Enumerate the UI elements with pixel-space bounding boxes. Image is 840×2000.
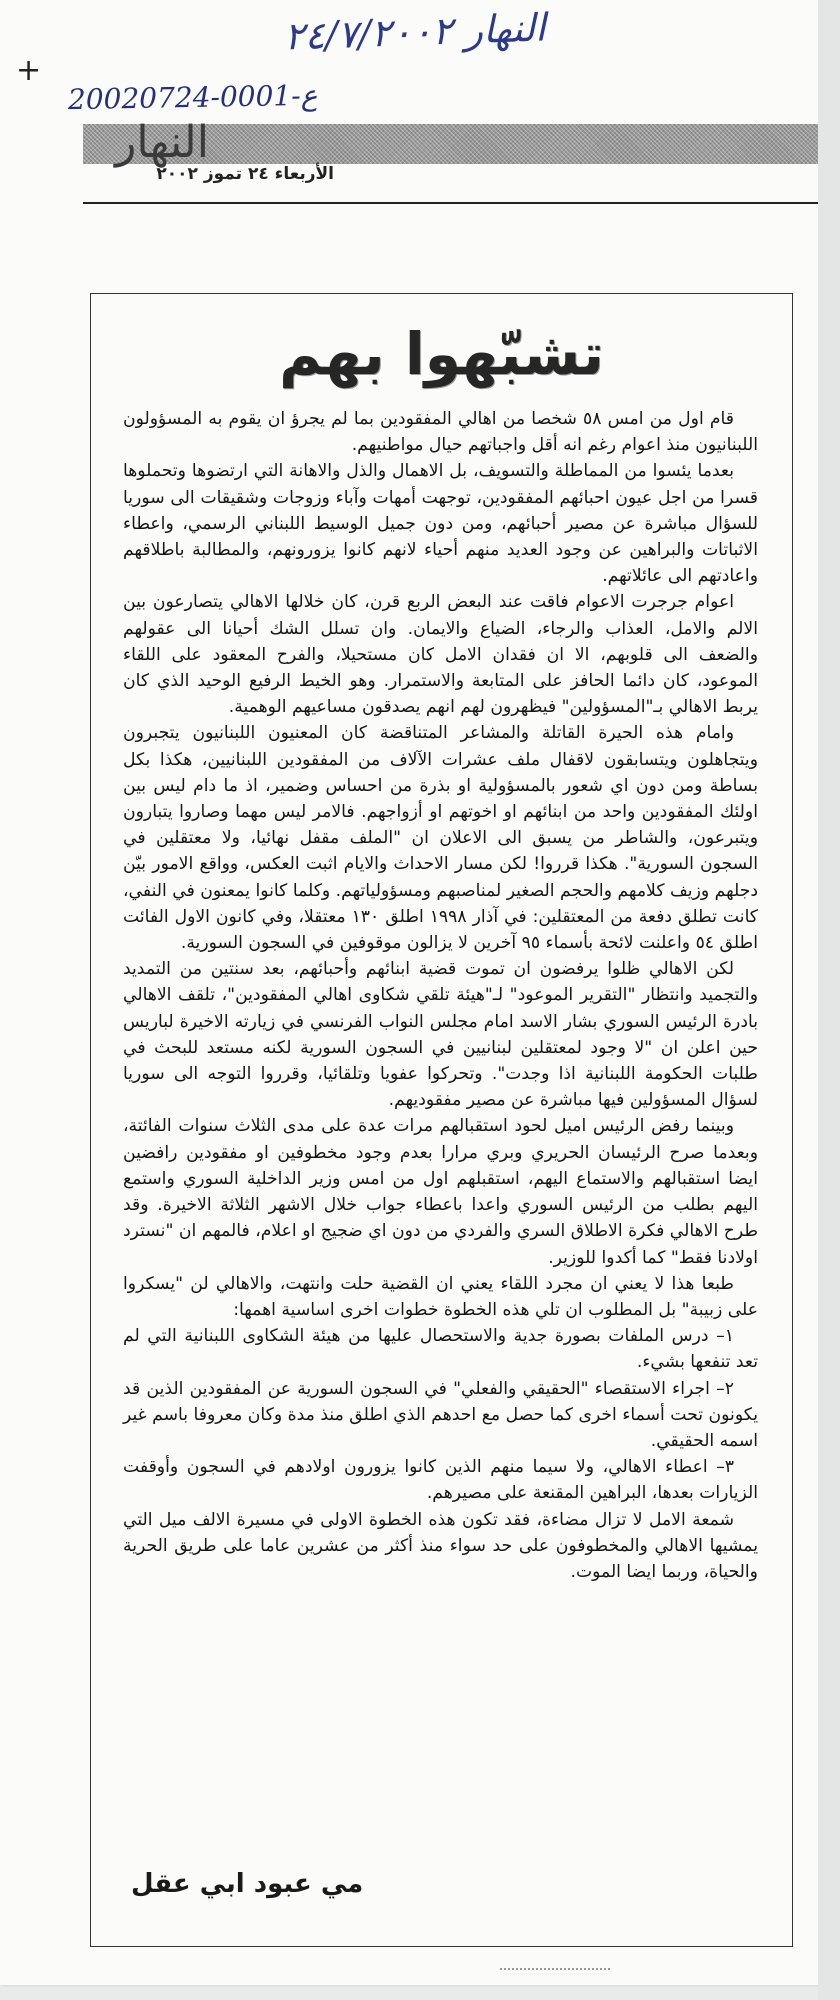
- paragraph: وبينما رفض الرئيس اميل لحود استقبالهم مرات عدة على مدى الثلاث سنوات الفائتة، وبعدما صرح الرئيسان الحريري وبري مرارا بعدم وجود مخطوفين او مفقودين رافضين ايضا استقبالهم والاستماع اليهم، استقبلهم اول من امس وزير الداخلية السوري واستمع اليهم بطلب من الرئيس السوري واعدا باعطاء جواب خلال الاشهر الثلاثة الاخيرة. وقد طرح الاهالي فكرة الاطلاق السري والفردي من دون اي ضجيج او اعلام، فالمهم ان "نسترد اولادنا فقط" كما أكدوا للوزير.: [123, 1116, 758, 1268]
- handwritten-date-note: النهار ٢٤/٧/٢٠٠٢: [283, 5, 547, 59]
- closing-paragraph: شمعة الامل لا تزال مضاءة، فقد تكون هذه الخطوة الاولى في مسيرة الالف ميل التي يمشيها الاهالي والمخطوفون على حد سواء منذ أكثر من عشرين عاما على طريق الحرية والحياة، وربما ايضا الموت.: [123, 1509, 758, 1582]
- article-body: [123, 406, 758, 1585]
- paragraph: بعدما يئسوا من المماطلة والتسويف، بل الاهمال والذل والاهانة التي ارتضوها وتحملوها قسرا من اجل عيون احبائهم المفقودين، توجهت أمهات وآباء وزوجات وشقيقات الى سوريا للسؤال مباشرة عن مصير أحبائهم، ومن دون جميل الوسيط اللبناني الرسمي، واعطاء الاثباتات والبراهين عن وجود العديد منهم أحياء لانهم كانوا يزورونهم، والمطالبة باطلاقهم واعادتهم الى عائلاتهم.: [123, 461, 758, 587]
- author-byline: مي عبود ابي عقل: [131, 1869, 364, 1899]
- paragraph: طبعا هذا لا يعني ان مجرد اللقاء يعني ان القضية حلت وانتهت، والاهالي لن "يسكروا على زبيبة" بل المطلوب ان تلي هذه الخطوة خطوات اخرى اساسية اهمها:: [123, 1273, 758, 1320]
- paragraph: لكن الاهالي ظلوا يرفضون ان تموت قضية ابنائهم وأحبائهم، بعد سنتين من التمديد والتجميد وانتظار "التقرير الموعود" لـ"هيئة تلقي شكاوى اهالي المفقودين"، تلقف الاهالي بادرة الرئيس السوري بشار الاسد امام مجلس النواب الفرنسي في زيارته الاخيرة لباريس حين اعلن ان "لا وجود لمعتقلين لبنانيين في السجون السورية لكنه مستعد للبحث في طلبات الحكومة اللبنانية اذا وجدت". وتحركوا عفويا وتلقائيا، وقرروا التوجه الى سوريا لسؤال المسؤولين فيها مباشرة عن مصير مفقوديهم.: [123, 959, 758, 1111]
- paragraph: قام اول من امس ٥٨ شخصا من اهالي المفقودين بما لم يجرؤ ان يقوم به المسؤولون اللبنانيون منذ اعوام رغم انه أقل واجباتهم حيال مواطنيهم.: [123, 409, 758, 456]
- cut-off-text-fragment: [500, 1968, 610, 1984]
- registration-plus-mark: +: [16, 53, 42, 88]
- publication-dateline: الأربعاء ٢٤ تموز ٢٠٠٢: [156, 164, 334, 184]
- article-title: تشبّهوا بهم: [279, 320, 604, 388]
- newspaper-logo: النهار: [115, 117, 209, 168]
- header-divider: [83, 202, 818, 204]
- paragraph: اعوام جرجرت الاعوام فاقت عند البعض الربع قرن، كان خلالها الاهالي يتصارعون بين الالم والامل، العذاب والرجاء، الضياع والايمان. وان تسلل الشك أحيانا الى عقولهم والضعف الى قلوبهم، الا ان فقدان الامل كان مستحيلا، والفرح المعقود على اللقاء الموعود، كان دائما الحافز على المتابعة والاستمرار. وهو الخيط الرفيع الوحيد الذي كان يربط الاهالي بـ"المسؤولين" فيظهرون لهم انهم يصدقون مساعيهم الوهمية.: [123, 592, 758, 718]
- list-item: ٣– اعطاء الاهالي، ولا سيما منهم الذين كانوا يزورون اولادهم في السجون وأوقفت الزيارات بعدها، البراهين المقنعة على مصيرهم.: [123, 1457, 758, 1504]
- handwritten-archive-id: 20020724-0001-ع: [67, 78, 318, 117]
- article-box: [90, 293, 793, 1947]
- scanner-edge-strip: [818, 0, 840, 2000]
- paragraph: وامام هذه الحيرة القاتلة والمشاعر المتناقضة كان المعنيون اللبنانيون يتجبرون ويتجاهلون ويتسابقون لاقفال ملف عشرات الآلاف من المفقودين اللبنانيين، هكذا بكل بساطة ومن دون اي شعور بالمسؤولية او بذرة من احساس وضمير، اذ ما دام ليس بين اولئك المفقودين واحد من ابنائهم او اخوتهم او أزواجهم. فالامر ليس مهما وصاروا يتبارون ويتبرعون، والشاطر من يسبق الى الاعلان ان "الملف مقفل نهائيا، ولا معتقلين في السجون السورية". هكذا قرروا! لكن مسار الاحداث والايام اثبت العكس، وواقع الامور بيّن دجلهم وزيف كلامهم والحجم الصغير لمناصبهم ومسؤولياتهم. وكلما كانوا يمعنون في النفي، كانت تطلق دفعة من المعتقلين: في آذار ١٩٩٨ اطلق ١٣٠ معتقلا، وفي كانون الاول الفائت اطلق ٥٤ واعلنت لائحة بأسماء ٩٥ آخرين لا يزالون موقوفين في السجون السورية.: [123, 723, 758, 954]
- list-item: ١– درس الملفات بصورة جدية والاستحصال عليها من هيئة الشكاوى اللبنانية التي لم تعد تنفعها بشيء.: [123, 1326, 758, 1373]
- list-item: ٢– اجراء الاستقصاء "الحقيقي والفعلي" في السجون السورية عن المفقودين الذين قد يكونون تحت أسماء اخرى كما حصل مع احدهم الذي اطلق منذ مدة وكان معروفا باسم غير اسمه الحقيقي.: [123, 1378, 758, 1451]
